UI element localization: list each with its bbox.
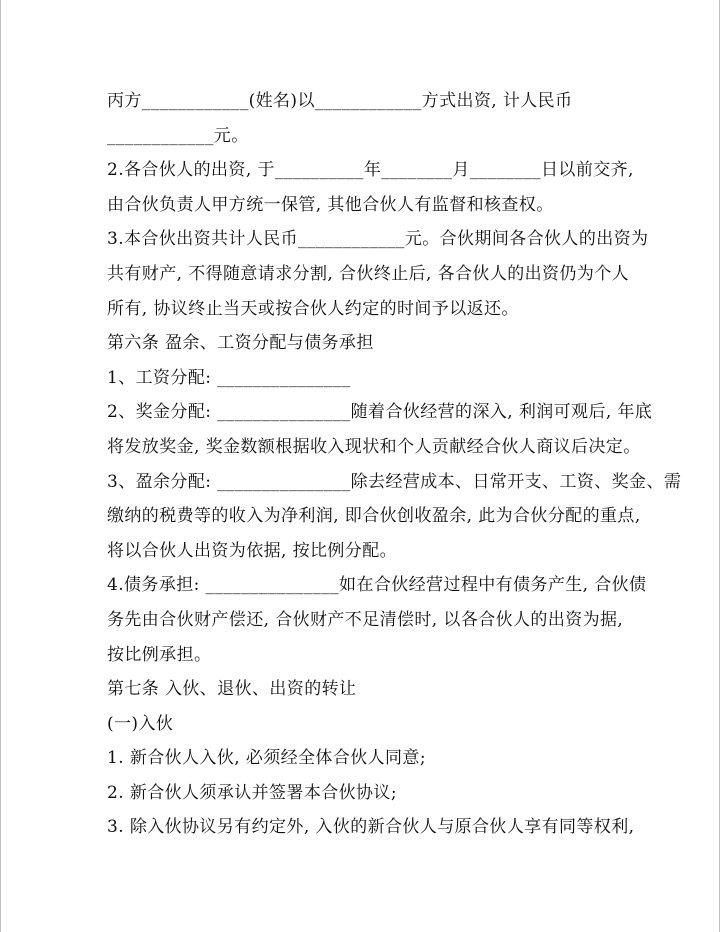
text-line: 2.各合伙人的出资, 于__________年________月________日以前交齐, (107, 160, 634, 181)
text-line: 3. 除入伙协议另有约定外, 入伙的新合伙人与原合伙人享有同等权利, (107, 817, 635, 838)
text-line: 共有财产, 不得随意请求分割, 合伙终止后, 各合伙人的出资仍为个人 (107, 263, 630, 284)
text-line: 4.债务承担: _______________如在合伙经营过程中有债务产生, 合伙债 (107, 575, 647, 596)
text-line: 2、奖金分配: _______________随着合伙经营的深入, 利润可观后, 年底 (107, 402, 653, 423)
text-line: 丙方____________(姓名)以____________方式出资, 计人民币 (107, 91, 573, 111)
section-heading: 第六条 盈余、工资分配与债务承担 (107, 333, 374, 354)
text-line: 将以合伙人出资为依据, 按比例分配。 (107, 540, 398, 561)
text-line: ____________元。 (107, 125, 249, 146)
text-line: 将发放奖金, 奖金数额根据收入现状和个人贡献经合伙人商议后决定。 (107, 436, 641, 457)
subsection-heading: (一)入伙 (107, 713, 174, 734)
section-heading: 第七条 入伙、退伙、出资的转让 (107, 679, 357, 700)
document-body (107, 84, 682, 845)
text-line: 所有, 协议终止当天或按合伙人约定的时间予以返还。 (107, 298, 519, 319)
text-line: 务先由合伙财产偿还, 合伙财产不足清偿时, 以各合伙人的出资为据, (107, 609, 624, 630)
text-line: 按比例承担。 (107, 644, 212, 665)
text-line: 3.本合伙出资共计人民币____________元。合伙期间各合伙人的出资为 (107, 229, 649, 250)
page-left-border (0, 0, 1, 932)
text-line: 2. 新合伙人须承认并签署本合伙协议; (107, 782, 397, 803)
text-line: 1、工资分配: _______________ (107, 367, 351, 388)
text-line: 1. 新合伙人入伙, 必须经全体合伙人同意; (107, 748, 426, 769)
text-line: 由合伙负责人甲方统一保管, 其他合伙人有监督和核查权。 (107, 194, 554, 215)
text-line: 3、盈余分配: _______________除去经营成本、日常开支、工资、奖金、需 (107, 471, 682, 492)
text-line: 缴纳的税费等的收入为净利润, 即合伙创收盈余, 此为合伙分配的重点, (107, 506, 641, 527)
